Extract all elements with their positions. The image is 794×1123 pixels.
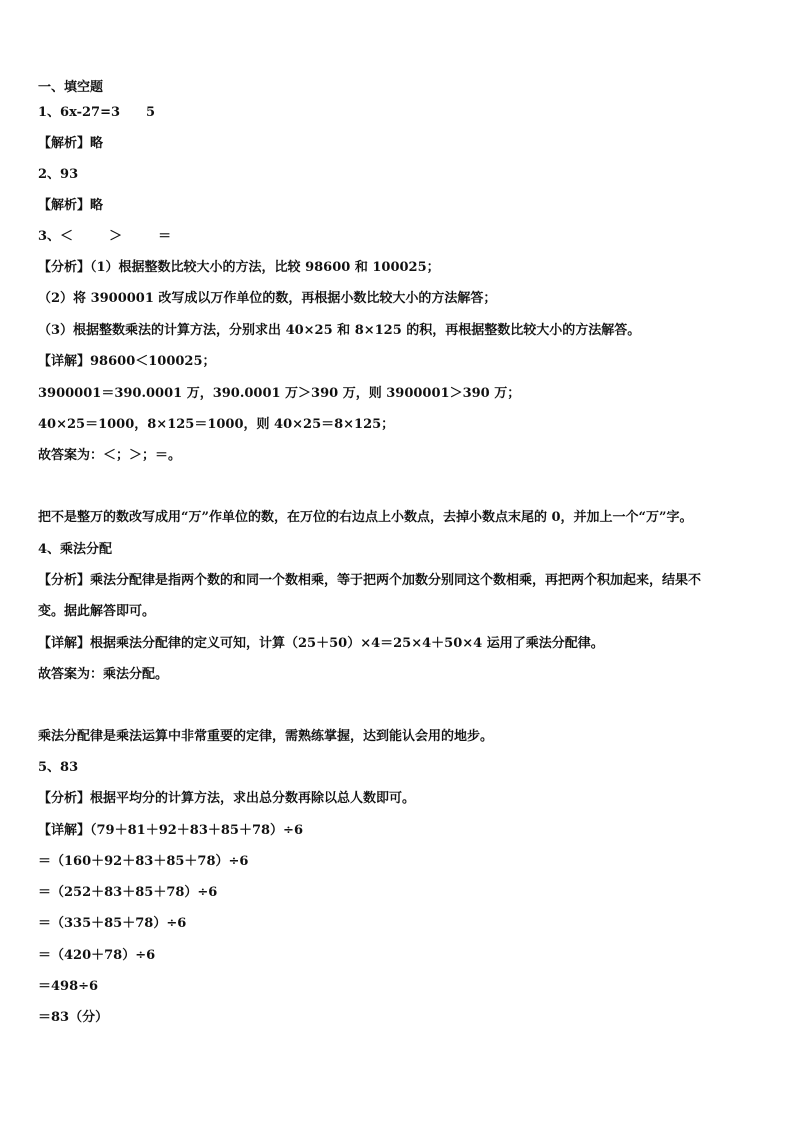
q2-analysis-text: 略 (90, 198, 104, 213)
q4-xiangjie-label: 【详解】 (38, 636, 91, 651)
q3-fenxi-line-1 (38, 259, 440, 277)
q3-xiangjie-2: 3900001＝390.0001 万，390.0001 万＞390 万，则 3900001＞390 万； (38, 386, 521, 401)
q3-fenxi-label: 【分析】 (38, 260, 91, 275)
q3-answer-c: ＝ (158, 229, 172, 244)
q5-step: ＝498÷6 (38, 979, 99, 994)
q4-answer: 乘法分配 (60, 542, 113, 557)
q5-answer: 83 (60, 760, 79, 775)
q3-answer-a: ＜ (60, 229, 74, 244)
q3-fenxi-1: （1）根据整数比较大小的方法，比较 98600 和 100025； (90, 260, 440, 275)
q1-answer-line (38, 104, 155, 122)
q4-note: 乘法分配律是乘法运算中非常重要的定律，需熟练掌握，达到能认会用的地步。 (38, 729, 494, 744)
q2-analysis-label: 【解析】 (38, 198, 91, 213)
q5-fenxi-1: 根据平均分的计算方法，求出总分数再除以总人数即可。 (90, 791, 416, 806)
q3-answer-line (38, 228, 171, 246)
q3-xiangjie-3: 40×25＝1000，8×125＝1000，则 40×25＝8×125； (38, 417, 395, 432)
q3-note: 把不是整万的数改写成用“万”作单位的数，在万位的右边点上小数点，去掉小数点末尾的 0，并加上一个“万”字。 (38, 510, 693, 525)
q5-step: （79＋81＋92＋83＋85＋78）÷6 (90, 823, 303, 838)
q5-step: ＝（335＋85＋78）÷6 (38, 916, 187, 931)
q5-xiangjie-line-1 (38, 822, 303, 840)
q4-xiangjie-1: 根据乘法分配律的定义可知，计算（25＋50）×4＝25×4＋50×4 运用了乘法分配律。 (90, 636, 604, 651)
q3-number: 3、 (38, 229, 61, 244)
q3-xiangjie-1: 98600＜100025； (90, 354, 216, 369)
q5-step: ＝（420＋78）÷6 (38, 948, 156, 963)
q2-answer-line (38, 166, 78, 184)
q5-fenxi-line-1 (38, 790, 415, 808)
q1-analysis-line (38, 135, 103, 153)
q3-fenxi-3: （3）根据整数乘法的计算方法，分别求出 40×25 和 8×125 的积，再根据整数比较大小的方法解答。 (38, 323, 641, 338)
q3-xiangjie-label: 【详解】 (38, 354, 91, 369)
q1-analysis-text: 略 (90, 136, 104, 151)
q5-step: ＝（160＋92＋83＋85＋78）÷6 (38, 854, 249, 869)
q3-fenxi-2: （2）将 3900001 改写成以万作单位的数，再根据小数比较大小的方法解答； (38, 291, 497, 306)
q5-xiangjie-label: 【详解】 (38, 823, 91, 838)
q4-answer-line (38, 541, 112, 559)
section-title: 一、填空题 (38, 80, 104, 95)
q5-number: 5、 (38, 760, 61, 775)
q4-fenxi-1: 乘法分配律是指两个数的和同一个数相乘，等于把两个加数分别同这个数相乘，再把两个积加起来，结果不 (90, 573, 702, 588)
q2-analysis-line (38, 197, 103, 215)
q1-answer-b: 5 (146, 105, 156, 120)
q4-conclusion: 故答案为：乘法分配。 (38, 667, 169, 682)
q2-answer: 93 (60, 167, 79, 182)
q3-answer-b: ＞ (109, 229, 123, 244)
q1-answer-a: 6x-27=3 (60, 105, 121, 120)
q1-number: 1、 (38, 105, 61, 120)
q4-fenxi-label: 【分析】 (38, 573, 91, 588)
q5-answer-line (38, 759, 78, 777)
q5-fenxi-label: 【分析】 (38, 791, 91, 806)
q4-number: 4、 (38, 542, 61, 557)
q5-step: ＝（252＋83＋85＋78）÷6 (38, 885, 218, 900)
q3-conclusion: 故答案为：＜；＞；＝。 (38, 448, 182, 463)
q4-xiangjie-line-1 (38, 635, 604, 653)
q5-step: ＝83（分） (38, 1010, 109, 1025)
q2-number: 2、 (38, 167, 61, 182)
q4-fenxi-2: 变。据此解答即可。 (38, 604, 156, 619)
q3-xiangjie-line-1 (38, 353, 216, 371)
q4-fenxi-line-1 (38, 572, 701, 590)
q1-analysis-label: 【解析】 (38, 136, 91, 151)
